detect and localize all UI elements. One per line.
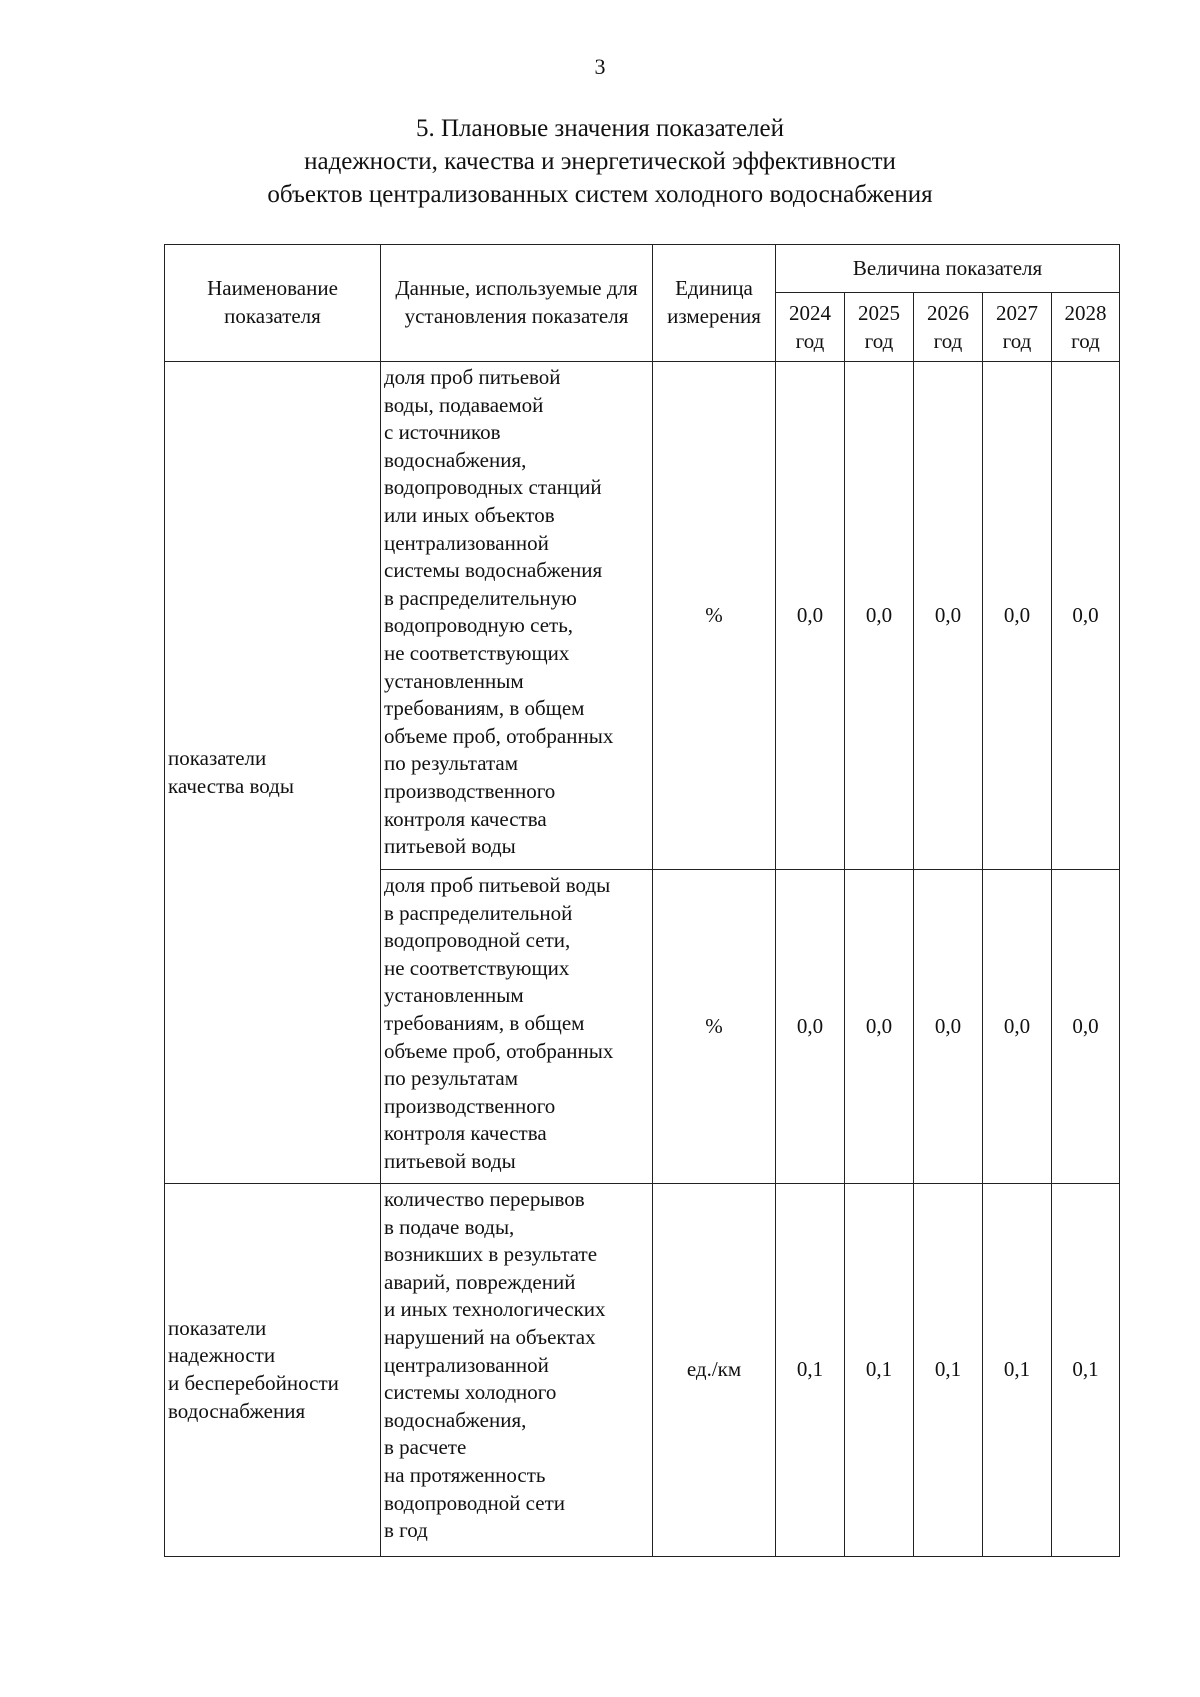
name-line: показатели [168,745,267,770]
data-line: по результатам [384,1066,519,1091]
title-line: 5. Плановые значения показателей [415,115,785,142]
data-line: питьевой воды [384,834,516,859]
data-line: производственного [384,778,556,803]
header-source-data: Данные, используемые для установления показателя [381,245,653,362]
data-line: системы холодного [384,1380,557,1405]
data-line: объеме проб, отобранных [384,1038,614,1063]
title-line: надежности, качества и энергетической эффективности [304,148,896,175]
data-line: количество перерывов [384,1187,585,1211]
data-line: на протяженность [384,1462,546,1487]
header-year-2026 [914,293,983,362]
header-indicator-name: Наименование показателя [165,245,381,362]
year-suffix: год [1002,329,1032,353]
header-year-2025 [845,293,914,362]
year-number: 2024 [789,301,831,325]
data-line: водоснабжения, [384,447,527,472]
data-line: с источников [384,420,501,445]
year-number: 2028 [1064,301,1107,325]
data-line: централизованной [384,1352,549,1377]
unit-cell: ед./км [653,1184,776,1557]
value-cell-2025: 0,0 [845,870,914,1184]
data-line: водопроводную сеть, [384,613,574,638]
unit-cell: % [653,870,776,1184]
data-line: в расчете [384,1435,467,1460]
data-line: в распределительную [384,585,577,610]
value-cell-2028: 0,0 [1052,870,1120,1184]
name-line: и бесперебойности [168,1371,339,1395]
name-line: качества воды [168,773,294,798]
indicator-name-water-quality [165,362,381,1184]
year-suffix: год [795,329,825,353]
data-line: возникших в результате [384,1242,598,1267]
data-line: системы водоснабжения [384,558,603,583]
data-line: водопроводной сети, [384,928,571,953]
value-cell-2027: 0,1 [983,1184,1052,1557]
header-value-group: Величина показателя [776,245,1120,293]
value-cell-2026: 0,0 [914,870,983,1184]
table-row [165,1184,1120,1557]
data-line: не соответствующих [384,955,570,980]
indicators-table [164,244,1120,1557]
document-title [0,112,1200,211]
source-data-cell [381,362,653,870]
value-cell-2028: 0,0 [1052,362,1120,870]
header-year-2027 [983,293,1052,362]
title-line: объектов централизованных систем холодного водоснабжения [267,181,933,208]
unit-cell: % [653,362,776,870]
data-line: водопроводной сети [384,1490,565,1515]
data-line: доля проб питьевой [384,365,561,389]
value-cell-2025: 0,0 [845,362,914,870]
data-line: объеме проб, отобранных [384,723,614,748]
year-number: 2026 [927,301,969,325]
data-line: не соответствующих [384,640,570,665]
data-line: установленным [384,983,524,1008]
data-line: в распределительной [384,900,573,925]
data-line: контроля качества [384,806,547,831]
data-line: по результатам [384,751,519,776]
name-line: надежности [168,1343,276,1368]
source-data-cell [381,1184,653,1557]
data-line: и иных технологических [384,1297,606,1322]
indicator-name-reliability [165,1184,381,1557]
indicator-name-text [168,745,380,800]
name-line: водоснабжения [168,1398,306,1423]
value-cell-2026: 0,0 [914,362,983,870]
data-line: доля проб питьевой воды [384,873,611,897]
year-suffix: год [933,329,963,353]
value-cell-2026: 0,1 [914,1184,983,1557]
value-cell-2024: 0,0 [776,362,845,870]
header-year-2028 [1052,293,1120,362]
data-line: воды, подаваемой [384,392,544,417]
data-line: производственного [384,1093,556,1118]
indicator-name-text [168,1315,380,1425]
value-cell-2027: 0,0 [983,362,1052,870]
page-number: 3 [594,54,606,79]
data-line: в год [384,1518,428,1543]
data-line: контроля качества [384,1121,547,1146]
data-line: водоснабжения, [384,1407,527,1432]
data-line: или иных объектов [384,502,555,527]
data-line: требованиям, в общем [384,696,585,721]
data-line: централизованной [384,530,549,555]
value-cell-2027: 0,0 [983,870,1052,1184]
name-line: показатели [168,1315,267,1340]
value-cell-2024: 0,0 [776,870,845,1184]
data-line: водопроводных станций [384,475,602,500]
year-suffix: год [864,329,894,353]
header-year-2024 [776,293,845,362]
year-number: 2027 [996,301,1038,325]
data-line: аварий, повреждений [384,1269,576,1294]
data-line: установленным [384,668,524,693]
value-cell-2024: 0,1 [776,1184,845,1557]
header-unit: Единица измерения [653,245,776,362]
year-number: 2025 [858,301,900,325]
data-line: нарушений на объектах [384,1324,596,1349]
data-line: в подаче воды, [384,1214,515,1239]
value-cell-2028: 0,1 [1052,1184,1120,1557]
value-cell-2025: 0,1 [845,1184,914,1557]
source-data-cell [381,870,653,1184]
year-suffix: год [1071,329,1100,353]
data-line: питьевой воды [384,1148,516,1173]
data-line: требованиям, в общем [384,1010,585,1035]
table-row [165,362,1120,870]
